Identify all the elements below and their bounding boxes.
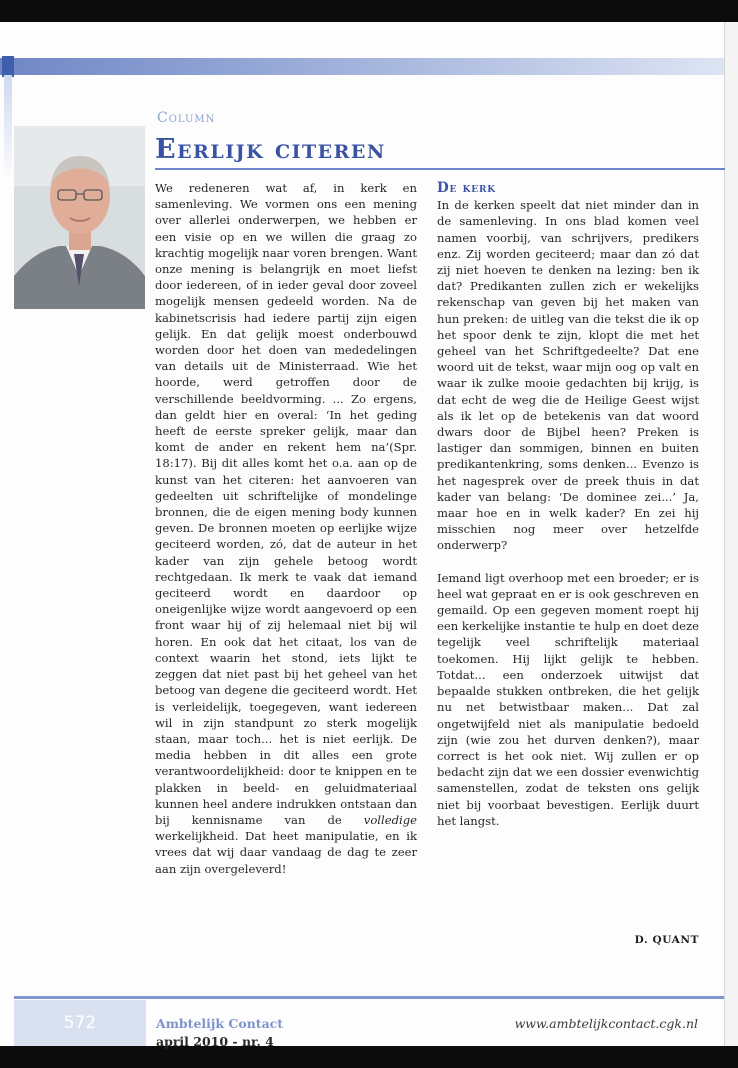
header-bar-marker	[2, 56, 14, 77]
body-text: We redeneren wat af, in kerk en samenleving. We vormen ons een mening over allerlei onderwerpen, we hebben er een visie op en we willen die graag zo krachtig mogelijk naar voren brengen. Want onze mening is belangrijk en moet liefst door iedereen, of in ieder geval door zoveel mogelijk mensen gedeeld worden. Na de kabinetscrisis had iedere partij zijn eigen gelijk. En dat gelijk moest onderbouwd worden door het doen van mededelingen van details uit de Ministerraad. Wie het hoorde, werd getroffen door de verschillende beeldvorming. ... Zo ergens, dan geldt hier en overal: ‘In het geding heeft de eerste spreker gelijk, maar dan komt de ander en rekent hem na’(Spr. 18:17). Bij dit alles komt het o.a. aan op de kunst van het citeren: het aanvoeren van gedeelten uit schriftelijke of mondelinge bronnen, die de eigen mening body kunnen geven. De bronnen moeten op eerlijke wijze geciteerd worden, zó, dat de auteur in het kader van zijn gehele betoog wordt rechtgedaan. Ik merk te vaak dat iemand geciteerd wordt en daardoor op oneigenlijke wijze wordt aangevoerd op een front waar hij of zij helemaal niet bij wil horen. En ook dat het citaat, los van de context waarin het stond, iets lijkt te zeggen dat niet past bij het geheel van het betoog van degene die geciteerd wordt. Het is verleidelijk, toegegeven, want iedereen wil in zijn standpunt zo sterk mogelijk staan, maar toch... het is niet eerlijk. De media hebben in dit alles een grote verantwoordelijkheid: door te knippen en te plakken in beeld- en geluidmateriaal kunnen heel andere indrukken ontstaan dan bij kennisname van de	[155, 181, 417, 827]
scan-bottom-border	[0, 1046, 738, 1068]
article-title: Eerlijk citeren	[155, 134, 386, 165]
scan-right-gutter	[724, 22, 738, 1068]
issue-info: april 2010 - nr. 4	[156, 1034, 274, 1049]
page-number: 572	[63, 1013, 97, 1033]
scan-top-border	[0, 0, 738, 22]
paragraph-spacer	[437, 554, 699, 570]
author-portrait	[14, 126, 145, 309]
author-signature: D. QUANT	[634, 934, 699, 946]
body-text: werkelijkheid. Dat heet manipulatie, en ik vrees dat wij daar vandaag de dag te zeer aan zijn overgeleverd!	[155, 829, 417, 876]
title-underline	[155, 168, 725, 170]
website-url: www.ambtelijkcontact.cgk.nl	[514, 1016, 698, 1031]
body-paragraph: In de kerken speelt dat niet minder dan in de samenleving. In ons blad komen veel namen voorbij, van schrijvers, predikers enz. Zij worden geciteerd; maar dan zó dat zij niet hoeven te denken na lezing: ben ik dat? Predikanten zullen zich er wekelijks rekenschap van geven bij het maken van hun preken: de uitleg van die tekst die ik op het spoor denk te zijn, klopt die met het geheel van het Schriftgedeelte? Dat ene woord uit de tekst, waar mijn oog op valt en waar ik zulke mooie gedachten bij krijg, is dat echt de weg die de Heilige Geest wijst als ik let op de betekenis van dat woord dwars door de Bijbel heen? Preken is lastiger dan sommigen, binnen en buiten predikantenkring, soms denken... Evenzo is het nagesprek over de preek thuis in dat kader van belang: ‘De dominee zei...’ Ja, maar hoe en in welk kader? En zei hij misschien nog meer over hetzelfde onderwerp?	[437, 198, 699, 553]
emphasized-word: volledige	[363, 812, 417, 827]
article-column-left	[155, 180, 417, 877]
article-column-right	[437, 180, 699, 829]
body-paragraph	[155, 180, 417, 877]
section-subheading: De kerk	[437, 180, 496, 196]
left-accent-strip	[4, 75, 12, 185]
header-color-bar	[0, 58, 724, 75]
footer-rule	[14, 996, 724, 999]
body-paragraph: Iemand ligt overhoop met een broeder; er is heel wat gepraat en er is ook geschreven en gemaild. Op een gegeven moment roept hij een kerkelijke instantie te hulp en doet deze tegelijk veel schriftelijk materiaal toekomen. Hij lijkt gelijk te hebben. Totdat... een onderzoek uitwijst dat bepaalde stukken ontbreken, die het gelijk nu net betwistbaar maken... Dat zal ongetwijfeld niet als manipulatie bedoeld zijn (wie zou het durven denken?), maar correct is het ook niet. Wij zullen er op bedacht zijn dat we een dossier evenwichtig samenstellen, zodat de teksten ons gelijk niet bij voorbaat bevestigen. Eerlijk duurt het langst.	[437, 570, 699, 828]
publication-name: Ambtelijk Contact	[156, 1016, 284, 1031]
section-label: Column	[157, 110, 216, 126]
